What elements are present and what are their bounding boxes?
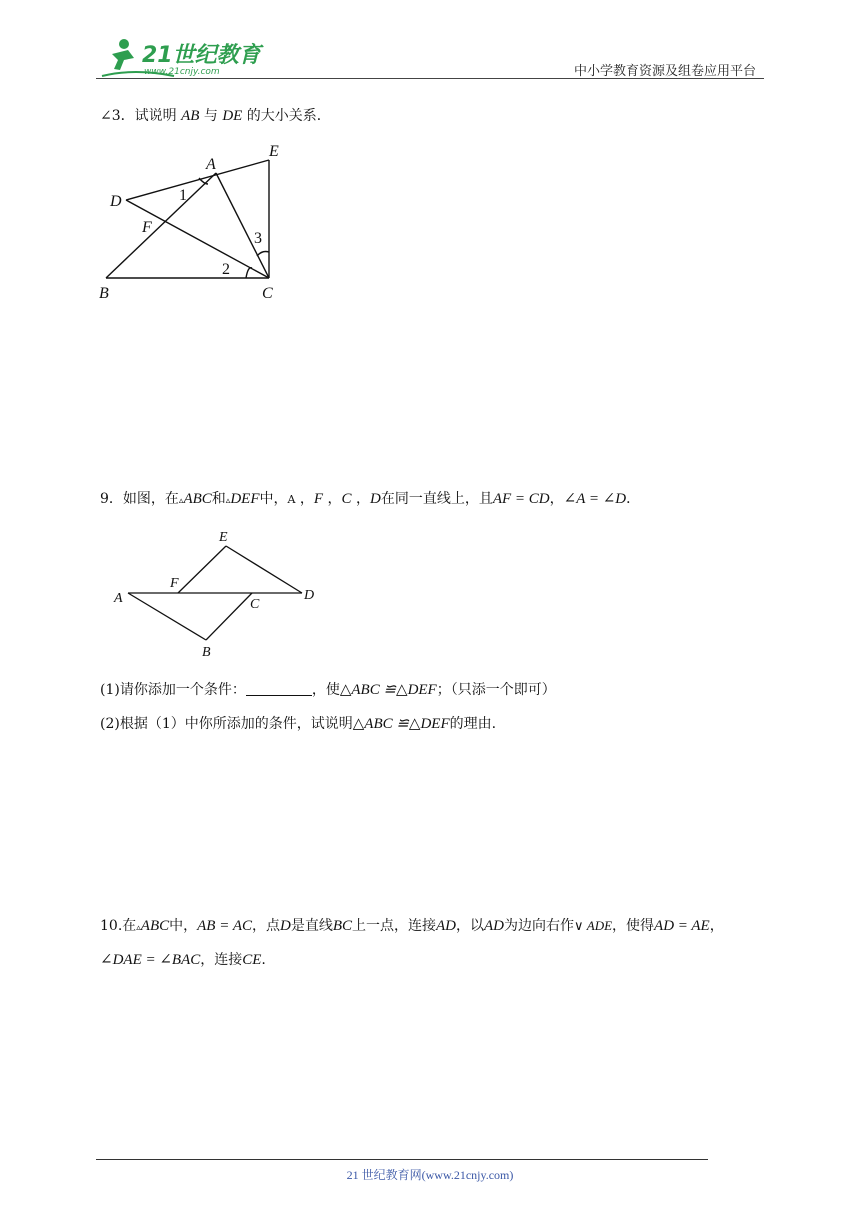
q9-text4: 在同一直线上，且 bbox=[380, 491, 493, 507]
label-f: F bbox=[170, 576, 179, 591]
q9-point-c: C bbox=[341, 491, 352, 507]
q9-number: 9． bbox=[100, 491, 123, 507]
q10-d: D bbox=[279, 918, 291, 934]
label-angle-3: 3 bbox=[254, 230, 262, 247]
q8-suffix: 的大小关系． bbox=[242, 108, 331, 124]
q9-point-d: D bbox=[370, 491, 381, 507]
label-e: E bbox=[219, 530, 228, 545]
q10-t6: ，以 bbox=[456, 918, 484, 934]
segment-ba bbox=[106, 173, 216, 278]
q10-ce: CE bbox=[242, 952, 262, 968]
q9-part-1 bbox=[100, 680, 556, 700]
q10-triangle-ade: ∨ ADE bbox=[574, 918, 613, 933]
segment-bc bbox=[206, 593, 252, 640]
angle-3-arc bbox=[257, 252, 269, 257]
site-logo bbox=[94, 36, 264, 80]
q10-t7: 为边向右作 bbox=[504, 918, 574, 934]
q10-ad: AD bbox=[436, 918, 456, 934]
q8-ab: AB bbox=[181, 108, 200, 124]
q9-part2-a: (2)根据（1）中你所添加的条件，试说明 bbox=[100, 716, 353, 732]
angle-2-arc bbox=[246, 268, 252, 278]
logo-url: www.21cnjy.com bbox=[144, 67, 220, 77]
label-c: C bbox=[250, 597, 260, 612]
q8-de: DE bbox=[222, 108, 243, 124]
q10-line-2 bbox=[100, 950, 266, 970]
triangle-symbol-icon: ▵ bbox=[225, 496, 231, 506]
q9-part1-b: ，使 bbox=[311, 682, 340, 698]
q10-abc: ABC bbox=[140, 918, 170, 934]
q9-part2-b: 的理由. bbox=[449, 716, 497, 732]
q10-t11: . bbox=[261, 952, 266, 968]
figure-2 bbox=[106, 522, 326, 660]
q9-text2: 和 bbox=[211, 491, 226, 507]
label-b: B bbox=[202, 645, 211, 660]
q9-part1-c: ；（只添一个即可） bbox=[436, 682, 556, 698]
q10-line-1 bbox=[100, 916, 724, 938]
q9-part1-a: (1)请你添加一个条件： bbox=[100, 682, 246, 698]
figure-1 bbox=[96, 140, 296, 305]
q10-t10: ，连接 bbox=[200, 952, 243, 968]
runner-logo-icon bbox=[94, 36, 264, 80]
logo-text: 21世纪教育 bbox=[142, 43, 261, 68]
q10-t3: ，点 bbox=[251, 918, 280, 934]
label-d: D bbox=[304, 588, 315, 603]
q9-eq1: AF = CD bbox=[492, 491, 550, 507]
header-divider bbox=[96, 78, 764, 79]
answer-blank[interactable] bbox=[246, 681, 312, 696]
q10-bc: BC bbox=[332, 918, 352, 934]
q8-continuation bbox=[100, 106, 331, 126]
q8-mid: 与 bbox=[199, 108, 223, 124]
header-platform-name: 中小学教育资源及组卷应用平台 bbox=[573, 64, 756, 79]
q10-t9: ， bbox=[709, 918, 724, 934]
q9-point-a: A bbox=[287, 493, 296, 506]
label-d: D bbox=[110, 193, 122, 210]
q9-text3: 中， bbox=[259, 491, 288, 507]
q9-text1: 如图，在 bbox=[122, 491, 179, 507]
segment-fe bbox=[178, 546, 226, 593]
q9-congruence: △ABC ≌△DEF bbox=[339, 682, 437, 698]
label-b: B bbox=[99, 285, 109, 302]
segment-de bbox=[126, 160, 269, 200]
triangle-symbol-icon: ▵ bbox=[136, 923, 141, 933]
label-c: C bbox=[262, 285, 273, 302]
label-f: F bbox=[142, 219, 152, 236]
q10-eq1: AB = AC bbox=[197, 918, 252, 934]
q10-number: 10. bbox=[100, 918, 123, 934]
q9-point-f: F bbox=[313, 491, 324, 507]
q10-t5: 上一点，连接 bbox=[352, 918, 436, 934]
footer-divider bbox=[96, 1159, 708, 1160]
q10-t1: 在 bbox=[122, 918, 137, 934]
triangle-symbol-icon: ▵ bbox=[178, 496, 184, 506]
segment-ab bbox=[128, 593, 206, 640]
label-angle-2: 2 bbox=[222, 261, 230, 278]
q10-eq3: ∠DAE = ∠BAC bbox=[100, 952, 201, 968]
q9-congruence: △ABC ≌△DEF bbox=[352, 716, 450, 732]
q10-t4: 是直线 bbox=[290, 918, 333, 934]
q10-t2: 中， bbox=[169, 918, 198, 934]
footer-link[interactable]: 21 世纪教育网(www.21cnjy.com) bbox=[346, 1168, 514, 1182]
q9-def: DEF bbox=[230, 491, 260, 507]
segment-ed bbox=[226, 546, 302, 593]
q9-eq2: ∠A = ∠D bbox=[563, 491, 627, 507]
label-a: A bbox=[114, 591, 123, 606]
q9-statement: 9．如图，在▵ABC和▵DEF中，A ，F ，C ，D在同一直线上，且AF = CD，∠A = ∠D． bbox=[100, 491, 641, 507]
label-angle-1: 1 bbox=[179, 187, 187, 204]
q10-t8: ，使得 bbox=[612, 918, 655, 934]
q8-prefix: ∠3．试说明 bbox=[100, 108, 182, 124]
q10-eq2: AD = AE bbox=[654, 918, 710, 934]
q9-abc: ABC bbox=[183, 491, 212, 507]
q9-part-2 bbox=[100, 714, 496, 734]
label-a: A bbox=[206, 156, 216, 173]
q10-ad2: AD bbox=[484, 918, 504, 934]
label-e: E bbox=[269, 143, 279, 160]
